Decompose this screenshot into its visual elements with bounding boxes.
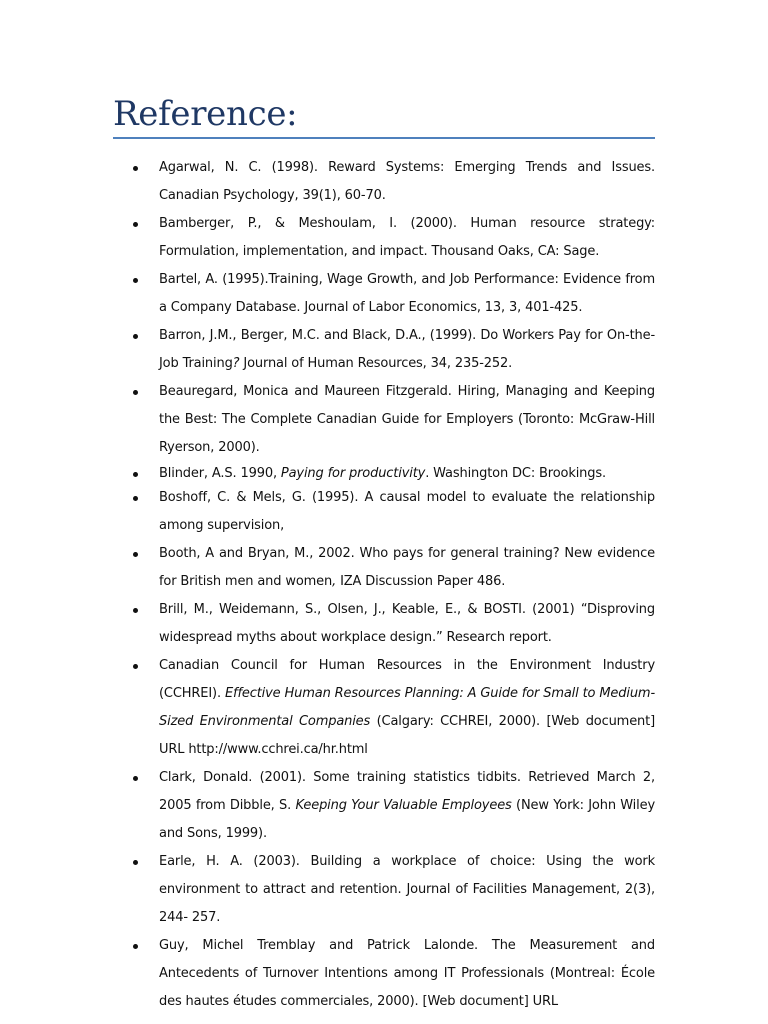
bullet-icon — [133, 944, 138, 949]
reference-item — [113, 210, 655, 266]
bullet-icon — [133, 472, 138, 477]
bullet-icon — [133, 776, 138, 781]
reference-text: Canadian Council for Human Resources in the Environment Industry (CCHREI). — [159, 658, 655, 701]
reference-text: Boshoff, C. & Mels, G. (1995). A causal model to evaluate the relationship among supervision, — [159, 490, 655, 533]
reference-italic-text: ? — [232, 356, 240, 371]
reference-text: Earle, H. A. (2003). Building a workplace of choice: Using the work environment to attract and retention. Journal of Facilities Management, 2(3), 244- 257. — [159, 854, 655, 925]
reference-item — [113, 764, 655, 848]
reference-item — [113, 596, 655, 652]
bullet-icon — [133, 334, 138, 339]
bullet-icon — [133, 166, 138, 171]
reference-item — [113, 378, 655, 462]
reference-item — [113, 266, 655, 322]
reference-text: Booth, A and Bryan, M., 2002. Who pays for general training? New evidence for British men and women — [159, 546, 655, 589]
reference-list — [113, 154, 655, 1016]
reference-text: Blinder, A.S. 1990, — [159, 466, 281, 481]
page-heading: Reference: — [113, 94, 298, 134]
reference-text: Beauregard, Monica and Maureen Fitzgerald. Hiring, Managing and Keeping the Best: The Complete Canadian Guide for Employers (Toronto: McGraw-Hill Ryerson, 2000). — [159, 384, 655, 455]
reference-italic-text: Keeping Your Valuable Employees — [295, 798, 512, 813]
reference-text: Barron, J.M., Berger, M.C. and Black, D.A., (1999). Do Workers Pay for On-the-Job Training — [159, 328, 655, 371]
reference-item — [113, 652, 655, 764]
bullet-icon — [133, 222, 138, 227]
reference-italic-text: Paying for productivity — [280, 466, 426, 481]
reference-item — [113, 322, 655, 378]
reference-text: Agarwal, N. C. (1998). Reward Systems: Emerging Trends and Issues. Canadian Psychology, 39(1), 60-70. — [159, 160, 655, 203]
reference-item — [113, 154, 655, 210]
bullet-icon — [133, 664, 138, 669]
reference-italic-text: , — [332, 574, 337, 589]
bullet-icon — [133, 860, 138, 865]
heading-underline — [113, 137, 655, 139]
reference-item — [113, 932, 655, 1016]
reference-text: Brill, M., Weidemann, S., Olsen, J., Keable, E., & BOSTI. (2001) “Disproving widespread myths about workplace design.” Research report. — [159, 602, 655, 645]
bullet-icon — [133, 390, 138, 395]
reference-text: Journal of Human Resources, 34, 235-252. — [239, 356, 513, 371]
bullet-icon — [133, 552, 138, 557]
reference-item — [113, 465, 655, 483]
reference-text: IZA Discussion Paper 486. — [336, 574, 506, 589]
reference-item — [113, 848, 655, 932]
reference-text: Bartel, A. (1995).Training, Wage Growth, and Job Performance: Evidence from a Company Database. Journal of Labor Economics, 13, 3, 401-425. — [159, 272, 655, 315]
reference-text: Guy, Michel Tremblay and Patrick Lalonde. The Measurement and Antecedents of Turnover Intentions among IT Professionals (Montreal: École des hautes études commerciales, 2000). [Web document] URL — [159, 938, 655, 1009]
bullet-icon — [133, 496, 138, 501]
reference-text: Bamberger, P., & Meshoulam, I. (2000). Human resource strategy: Formulation, implementation, and impact. Thousand Oaks, CA: Sage. — [159, 216, 655, 259]
reference-text: Clark, Donald. (2001). Some training statistics tidbits. Retrieved March 2, 2005 from Dibble, S. — [159, 770, 655, 813]
bullet-icon — [133, 278, 138, 283]
reference-text: (Calgary: CCHREI, 2000). [Web document] URL http://www.cchrei.ca/hr.html — [159, 714, 656, 757]
bullet-icon — [133, 608, 138, 613]
reference-text: (New York: John Wiley and Sons, 1999). — [159, 798, 655, 841]
reference-text: . Washington DC: Brookings. — [425, 466, 606, 481]
reference-italic-text: Effective Human Resources Planning: A Guide for Small to Medium-Sized Environmental Companies — [159, 686, 655, 729]
reference-item — [113, 540, 655, 596]
reference-item — [113, 484, 655, 540]
